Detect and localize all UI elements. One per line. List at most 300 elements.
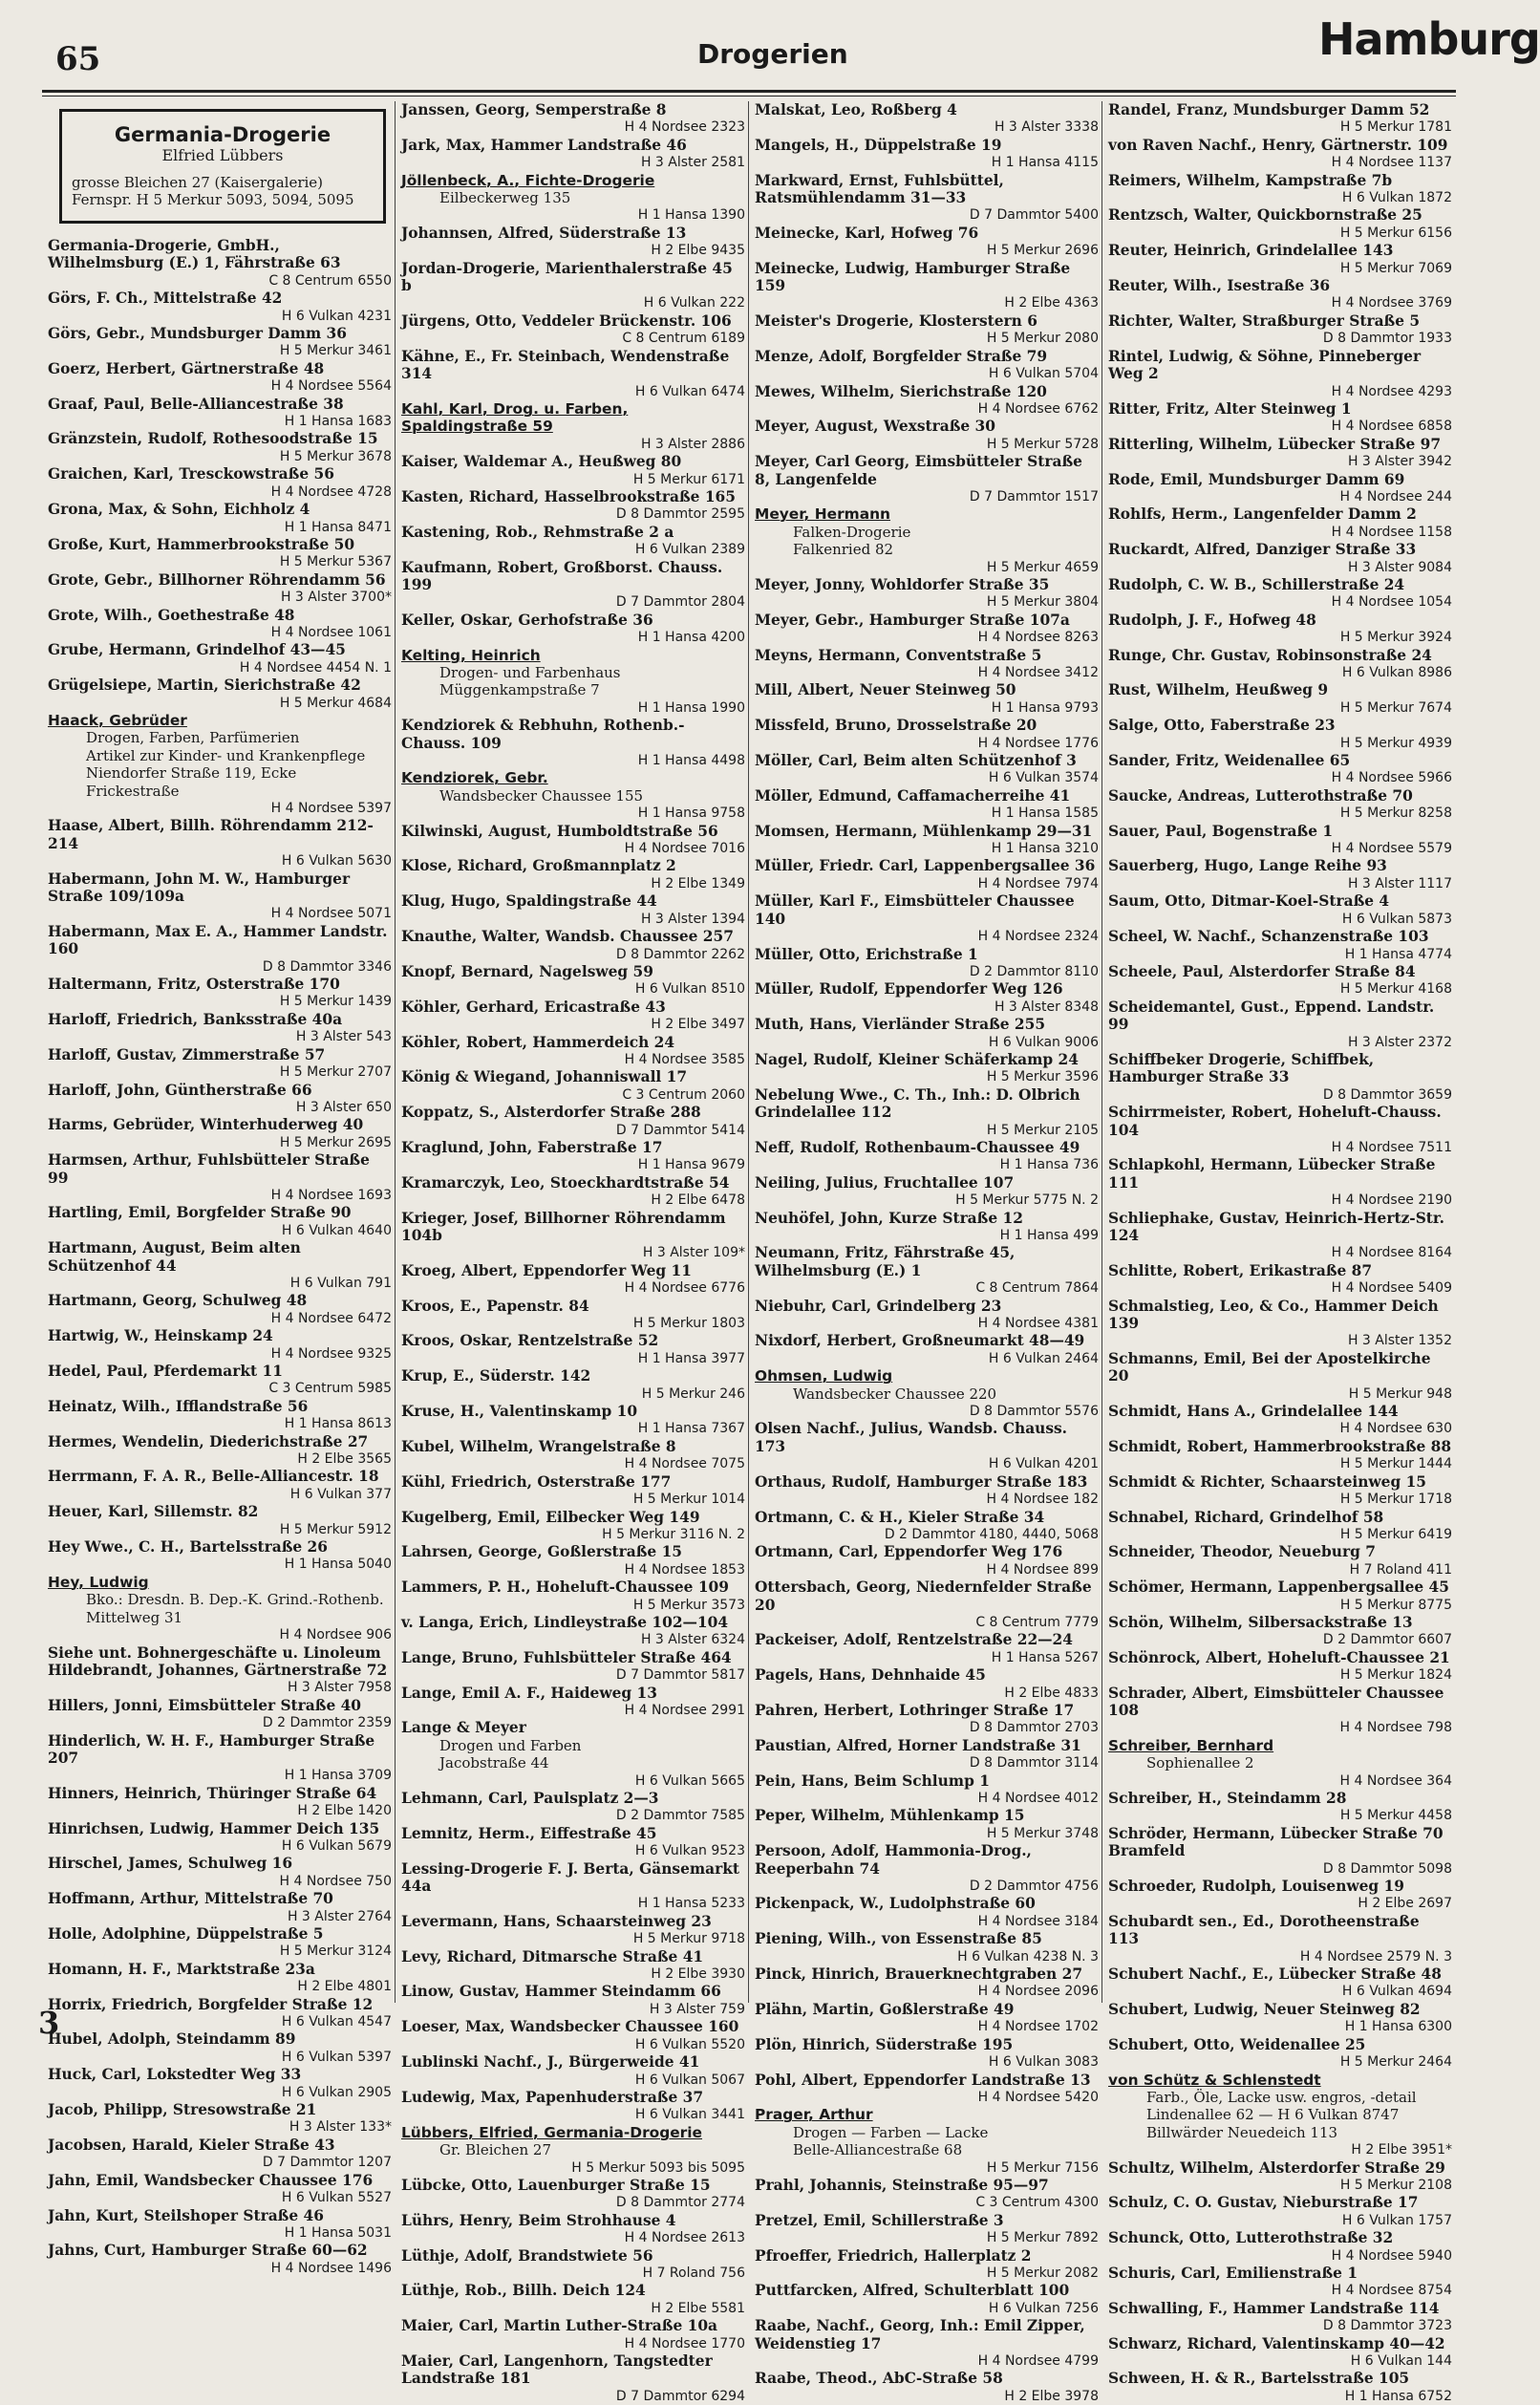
entry-phone: D 2 Dammtor 2359	[262, 1715, 392, 1731]
directory-entry	[46, 1820, 392, 1856]
entry-phone: H 4 Nordsee 906	[279, 1627, 392, 1643]
entry-phone: H 4 Nordsee 2323	[624, 119, 745, 136]
entry-phone: H 3 Alster 2886	[640, 436, 745, 452]
entry-phone: D 2 Dammtor 6607	[1322, 1632, 1452, 1648]
entry-phone: H 3 Alster 109*	[642, 1245, 745, 1261]
entry-name: Horrix, Friedrich, Borgfelder Straße 12	[48, 1995, 374, 2013]
entry-name: Heuer, Karl, Sillemstr. 82	[48, 1503, 259, 1521]
entry-name: Jark, Max, Hammer Landstraße 46	[401, 136, 687, 154]
entry-phone: H 1 Hansa 1585	[991, 805, 1099, 822]
directory-entry	[753, 312, 1099, 348]
entry-name: Lehmann, Carl, Paulsplatz 2—3	[401, 1790, 659, 1807]
entry-phone: H 4 Nordsee 5940	[1331, 2247, 1452, 2264]
entry-phone: H 4 Nordsee 2579 N. 3	[1299, 1948, 1452, 1965]
directory-entry	[46, 1785, 392, 1820]
entry-phone: H 5 Merkur 4939	[1339, 735, 1452, 751]
entry-name: Schröder, Hermann, Lübecker Straße 70 Bramfeld	[1108, 1824, 1444, 1860]
entry-name: Paustian, Alfred, Horner Landstraße 31	[755, 1736, 1081, 1754]
directory-entry	[399, 928, 745, 963]
entry-phone: H 6 Vulkan 1757	[1341, 2212, 1452, 2228]
entry-name: Möller, Carl, Beim alten Schützenhof 3	[755, 752, 1077, 770]
entry-name: Schlitte, Robert, Erikastraße 87	[1108, 1261, 1373, 1279]
entry-phone: D 8 Dammtor 5098	[1322, 1860, 1452, 1877]
directory-entry	[1106, 1210, 1452, 1262]
entry-phone: H 5 Merkur 3596	[986, 1069, 1099, 1085]
entry-phone: H 6 Vulkan 222	[643, 295, 745, 311]
entry-name: Pahren, Herbert, Lothringer Straße 17	[755, 1701, 1075, 1719]
directory-entry	[399, 1948, 745, 1984]
directory-entry	[399, 348, 745, 400]
entry-name: Ottersbach, Georg, Niedernfelder Straße 20	[755, 1578, 1092, 1614]
entry-detail: Falkenried 82	[793, 541, 894, 559]
entry-phone: H 2 Elbe 4833	[1004, 1685, 1099, 1701]
entry-name: Jahns, Curt, Hamburger Straße 60—62	[48, 2242, 368, 2260]
entry-name: Köhler, Robert, Hammerdeich 24	[401, 1033, 675, 1051]
entry-name: Hartling, Emil, Borgfelder Straße 90	[48, 1204, 352, 1222]
directory-entry	[399, 1913, 745, 1948]
directory-entry	[753, 137, 1099, 172]
entry-phone: H 6 Vulkan 4201	[988, 1456, 1099, 1472]
directory-entry	[753, 787, 1099, 823]
entry-phone: H 5 Merkur 3461	[279, 343, 392, 359]
directory-entry	[1106, 928, 1452, 963]
entry-detail: Falken-Drogerie	[793, 523, 911, 541]
directory-entry	[399, 2317, 745, 2352]
directory-entry	[399, 1034, 745, 1069]
entry-phone: H 5 Merkur 4684	[279, 695, 392, 711]
entry-detail: Farb., Öle, Lacke usw. engros, -detail	[1146, 2088, 1417, 2106]
directory-entry	[753, 1702, 1099, 1737]
directory-entry	[1106, 312, 1452, 348]
entry-name: Sander, Fritz, Weidenallee 65	[1108, 752, 1351, 770]
directory-entry	[1106, 717, 1452, 752]
entry-phone: H 4 Nordsee 4293	[1331, 383, 1452, 399]
entry-phone: H 1 Hansa 3977	[637, 1350, 745, 1366]
entry-phone: H 1 Hansa 3210	[991, 841, 1099, 857]
entry-phone: H 6 Vulkan 5665	[634, 1772, 745, 1789]
entry-name: Keller, Oskar, Gerhofstraße 36	[401, 611, 653, 629]
entry-phone: H 4 Nordsee 5564	[270, 378, 392, 395]
directory-entry	[1106, 1509, 1452, 1544]
entry-name: Markward, Ernst, Fuhlsbüttel, Ratsmühlendamm 31—33	[755, 171, 1004, 207]
entry-phone: D 2 Dammtor 4756	[969, 1879, 1099, 1895]
entry-phone: H 4 Nordsee 7974	[977, 875, 1099, 891]
directory-entry	[46, 536, 392, 571]
entry-name: Pinck, Hinrich, Brauerknechtgraben 27	[755, 1965, 1083, 1984]
directory-entry	[399, 1614, 745, 1649]
directory-entry	[1106, 541, 1452, 576]
directory-entry	[753, 1086, 1099, 1139]
directory-entry	[399, 1298, 745, 1333]
directory-entry	[753, 2177, 1099, 2212]
directory-entry	[1106, 963, 1452, 999]
entry-name: Niebuhr, Carl, Grindelberg 23	[755, 1297, 1002, 1315]
ad-address: grosse Bleichen 27 (Kaisergalerie)	[72, 174, 324, 191]
directory-entry	[1106, 2159, 1452, 2195]
directory-entry	[46, 1327, 392, 1363]
directory-entry	[399, 1174, 745, 1210]
entry-name: Schliephake, Gustav, Heinrich-Hertz-Str. 124	[1108, 1209, 1444, 1244]
directory-entry	[399, 2247, 745, 2283]
entry-detail: Niendorfer Straße 119, Ecke Frickestraße	[86, 764, 297, 800]
directory-entry	[399, 1403, 745, 1438]
entry-phone: H 2 Elbe 3951*	[1351, 2142, 1452, 2158]
entry-name: Prahl, Johannis, Steinstraße 95—97	[755, 2176, 1049, 2194]
directory-entry	[753, 1244, 1099, 1297]
directory-entry	[1106, 1051, 1452, 1104]
entry-detail: Bko.: Dresdn. B. Dep.-K. Grind.-Rothenb.	[86, 1591, 384, 1609]
entry-phone: D 2 Dammtor 8110	[969, 963, 1099, 979]
directory-entry	[753, 2317, 1099, 2370]
entry-phone: H 1 Hansa 6752	[1344, 2388, 1452, 2404]
directory-entry	[1106, 1403, 1452, 1438]
directory-entry	[1106, 172, 1452, 207]
entry-name: Harms, Gebrüder, Winterhuderweg 40	[48, 1116, 364, 1134]
directory-entry	[1106, 436, 1452, 471]
entry-phone: H 4 Nordsee 7075	[624, 1456, 745, 1472]
entry-phone: H 4 Nordsee 4728	[270, 483, 392, 500]
entry-detail: Wandsbecker Chaussee 220	[793, 1385, 997, 1403]
column-separator	[748, 101, 749, 2003]
directory-entry	[46, 1538, 392, 1574]
entry-phone: H 4 Nordsee 8754	[1331, 2283, 1452, 2299]
entry-name: Homann, H. F., Marktstraße 23a	[48, 1960, 315, 1978]
directory-entry	[753, 172, 1099, 225]
entry-phone: D 2 Dammtor 4180, 4440, 5068	[884, 1526, 1099, 1542]
directory-entry	[1106, 505, 1452, 541]
entry-name: Maier, Carl, Martin Luther-Straße 10a	[401, 2317, 718, 2335]
entry-name: Kähne, E., Fr. Steinbach, Wendenstraße 314	[401, 347, 730, 383]
entry-phone: H 5 Merkur 3116 N. 2	[602, 1526, 745, 1542]
entry-name: Grona, Max, & Sohn, Eichholz 4	[48, 501, 310, 519]
entry-phone: D 7 Dammtor 5817	[615, 1667, 745, 1684]
header-rule-thin	[42, 96, 1456, 97]
entry-name: Müller, Karl F., Eimsbütteler Chaussee 140	[755, 892, 1075, 928]
directory-entry	[399, 2212, 745, 2247]
entry-name: Schubert Nachf., E., Lübecker Straße 48	[1108, 1965, 1442, 1984]
entry-phone: H 1 Hansa 3709	[284, 1768, 392, 1784]
entry-phone: C 8 Centrum 6550	[268, 272, 392, 289]
entry-phone: D 8 Dammtor 2262	[615, 946, 745, 962]
entry-name: Salge, Otto, Faberstraße 23	[1108, 717, 1336, 735]
entry-phone: H 4 Nordsee 182	[986, 1492, 1099, 1508]
entry-phone: H 4 Nordsee 7511	[1331, 1139, 1452, 1155]
entry-phone: H 3 Alster 9084	[1347, 559, 1452, 575]
directory-entry	[753, 1631, 1099, 1666]
entry-phone: H 5 Merkur 2082	[986, 2265, 1099, 2281]
directory-entry	[46, 1398, 392, 1433]
entry-phone: H 1 Hansa 499	[999, 1228, 1099, 1243]
entry-phone: H 1 Hansa 736	[999, 1157, 1099, 1173]
directory-entry	[399, 1104, 745, 1139]
entry-name: Maier, Carl, Langenhorn, Tangstedter Landstraße 181	[401, 2352, 713, 2388]
directory-entry	[46, 1961, 392, 1996]
directory-entry	[753, 1666, 1099, 1702]
directory-entry	[753, 1420, 1099, 1472]
entry-phone: H 4 Nordsee 9325	[270, 1345, 392, 1362]
entry-phone: H 2 Elbe 3497	[651, 1017, 745, 1033]
entry-name: Schönrock, Albert, Hoheluft-Chaussee 21	[1108, 1648, 1450, 1666]
entry-name: Hartwig, W., Heinskamp 24	[48, 1327, 273, 1345]
entry-name: Hinderlich, W. H. F., Hamburger Straße 207	[48, 1731, 375, 1767]
entry-phone: H 1 Hansa 4115	[991, 155, 1099, 171]
entry-name: Reuter, Heinrich, Grindelallee 143	[1108, 242, 1394, 260]
directory-entry	[399, 1719, 745, 1790]
directory-entry	[399, 963, 745, 999]
directory-entry	[1106, 2001, 1452, 2036]
entry-phone: H 5 Merkur 2108	[1339, 2177, 1452, 2193]
directory-entry	[399, 1685, 745, 1720]
entry-phone: H 6 Vulkan 4238 N. 3	[957, 1948, 1099, 1965]
directory-entry	[46, 1292, 392, 1327]
entry-name: Meyer, August, Wexstraße 30	[755, 418, 995, 436]
city-title: Hamburg	[1318, 13, 1540, 65]
directory-entry	[399, 1367, 745, 1403]
directory-entry	[753, 1210, 1099, 1245]
entry-name: Neuhöfel, John, Kurze Straße 12	[755, 1209, 1023, 1227]
entry-phone: H 6 Vulkan 2905	[281, 2084, 392, 2100]
entry-name: Hey Wwe., C. H., Bartelsstraße 26	[48, 1538, 328, 1557]
entry-name: Nebelung Wwe., C. Th., Inh.: D. Olbrich Grindelallee 112	[755, 1085, 1080, 1122]
entry-name: Kendziorek, Gebr.	[401, 769, 548, 787]
directory-entry	[1106, 277, 1452, 312]
directory-entry	[46, 870, 392, 923]
directory-entry	[1106, 681, 1452, 717]
directory-entry	[399, 1438, 745, 1473]
page-number: 65	[55, 40, 101, 78]
entry-name: Kroos, E., Papenstr. 84	[401, 1297, 589, 1315]
entry-name: Schwarz, Richard, Valentinskamp 40—42	[1108, 2334, 1445, 2352]
entry-phone: H 5 Merkur 1439	[279, 994, 392, 1010]
directory-entry	[399, 1262, 745, 1298]
entry-name: Kilwinski, August, Humboldtstraße 56	[401, 822, 718, 840]
directory-entry	[46, 641, 392, 676]
directory-entry	[46, 571, 392, 607]
entry-phone: H 5 Merkur 2695	[279, 1134, 392, 1150]
directory-entry	[1106, 1965, 1452, 2001]
entry-name: Ritter, Fritz, Alter Steinweg 1	[1108, 399, 1352, 418]
entry-name: Müller, Otto, Erichstraße 1	[755, 945, 978, 963]
entry-name: Scheidemantel, Gust., Eppend. Landstr. 99	[1108, 998, 1435, 1034]
directory-entry	[1106, 1790, 1452, 1825]
directory-entry	[399, 260, 745, 312]
entry-name: Meinecke, Ludwig, Hamburger Straße 159	[755, 259, 1071, 295]
directory-entry	[1106, 242, 1452, 277]
entry-name: Ortmann, C. & H., Kieler Straße 34	[755, 1508, 1045, 1526]
entry-phone: H 4 Nordsee 1853	[624, 1561, 745, 1578]
entry-name: Kugelberg, Emil, Eilbecker Weg 149	[401, 1508, 700, 1526]
entry-phone: H 4 Nordsee 6472	[270, 1310, 392, 1326]
entry-phone: H 1 Hansa 9679	[637, 1157, 745, 1173]
entry-name: Lange, Bruno, Fuhlsbütteler Straße 464	[401, 1648, 732, 1666]
entry-name: Rode, Emil, Mundsburger Damm 69	[1108, 470, 1405, 488]
entry-name: Mewes, Wilhelm, Sierichstraße 120	[755, 382, 1047, 400]
entry-phone: D 7 Dammtor 2804	[615, 594, 745, 611]
entry-name: Pickenpack, W., Ludolphstraße 60	[755, 1895, 1036, 1913]
entry-phone: H 3 Alster 759	[649, 2001, 745, 2017]
entry-name: v. Langa, Erich, Lindleystraße 102—104	[401, 1613, 729, 1631]
directory-entry	[399, 2053, 745, 2089]
entry-phone: H 4 Nordsee 2190	[1331, 1192, 1452, 1209]
entry-name: Krieger, Josef, Billhorner Röhrendamm 104b	[401, 1209, 726, 1244]
entry-name: König & Wiegand, Johanniswall 17	[401, 1068, 688, 1086]
entry-name: Hirschel, James, Schulweg 16	[48, 1855, 293, 1873]
directory-entry	[753, 2212, 1099, 2247]
directory-entry	[46, 1503, 392, 1538]
entry-phone: H 3 Alster 1352	[1347, 1333, 1452, 1349]
entry-phone: H 6 Vulkan 5527	[281, 2190, 392, 2206]
directory-entry	[46, 607, 392, 642]
directory-entry	[753, 418, 1099, 453]
entry-name: Hoffmann, Arthur, Mittelstraße 70	[48, 1890, 333, 1908]
entry-phone: D 7 Dammtor 1207	[262, 2155, 392, 2171]
entry-name: Missfeld, Bruno, Drosselstraße 20	[755, 717, 1037, 735]
entry-name: Lübcke, Otto, Lauenburger Straße 15	[401, 2176, 711, 2194]
entry-name: Schneider, Theodor, Neueburg 7	[1108, 1543, 1376, 1561]
directory-entry	[46, 1890, 392, 1925]
entry-phone: H 3 Alster 3700*	[280, 590, 392, 606]
directory-entry	[753, 1737, 1099, 1772]
entry-phone: H 4 Nordsee 5397	[270, 801, 392, 816]
directory-entry	[46, 2137, 392, 2172]
entry-name: Meyer, Hermann	[755, 505, 891, 524]
directory-entry	[753, 1473, 1099, 1509]
directory-entry	[46, 1697, 392, 1732]
entry-phone: C 8 Centrum 7779	[975, 1614, 1099, 1630]
entry-phone: H 4 Nordsee 1137	[1331, 155, 1452, 171]
entry-phone: D 8 Dammtor 3346	[262, 958, 392, 975]
directory-entry	[399, 1473, 745, 1509]
entry-phone: H 3 Alster 7958	[287, 1680, 392, 1696]
directory-entry	[1106, 471, 1452, 506]
entry-detail: Lindenallee 62 — H 6 Vulkan 8747	[1146, 2106, 1400, 2124]
entry-name: Hillers, Jonni, Eimsbütteler Straße 40	[48, 1696, 362, 1714]
entry-name: Olsen Nachf., Julius, Wandsb. Chauss. 173	[755, 1420, 1068, 1455]
entry-name: Schwalling, F., Hammer Landstraße 114	[1108, 2299, 1440, 2317]
entry-phone: H 5 Merkur 7892	[986, 2230, 1099, 2246]
directory-entry	[1106, 2370, 1452, 2405]
entry-name: Puttfarcken, Alfred, Schulterblatt 100	[755, 2282, 1070, 2300]
directory-entry	[399, 101, 745, 137]
entry-phone: H 6 Vulkan 9523	[634, 1843, 745, 1859]
column-1	[46, 101, 392, 2276]
ad-owner: Elfried Lübbers	[161, 146, 284, 164]
directory-entry	[399, 225, 745, 260]
entry-phone: H 6 Vulkan 1872	[1341, 190, 1452, 206]
entry-name: Hinners, Heinrich, Thüringer Straße 64	[48, 1784, 377, 1802]
entry-phone: H 2 Elbe 1349	[651, 875, 745, 891]
entry-phone: H 5 Merkur 1718	[1339, 1492, 1452, 1508]
entry-phone: H 2 Elbe 1420	[297, 1803, 392, 1819]
entry-phone: H 4 Nordsee 750	[279, 1873, 392, 1889]
entry-name: Reuter, Wilh., Isestraße 36	[1108, 277, 1331, 295]
entry-phone: D 7 Dammtor 5400	[969, 207, 1099, 224]
directory-entry	[753, 505, 1099, 576]
directory-entry	[1106, 1156, 1452, 1209]
directory-entry	[46, 1363, 392, 1398]
entry-phone: H 6 Vulkan 8510	[634, 981, 745, 998]
entry-detail: Eilbeckerweg 135	[439, 189, 571, 207]
directory-entry	[46, 1116, 392, 1151]
directory-entry	[1106, 647, 1452, 682]
entry-name: Kroos, Oskar, Rentzelstraße 52	[401, 1332, 659, 1350]
entry-name: Peper, Wilhelm, Mühlenkamp 15	[755, 1807, 1025, 1825]
entry-name: Müller, Rudolf, Eppendorfer Weg 126	[755, 980, 1063, 999]
directory-entry	[753, 383, 1099, 419]
entry-name: Lemnitz, Herm., Eiffestraße 45	[401, 1824, 657, 1842]
directory-entry	[399, 1332, 745, 1367]
entry-name: Schön, Wilhelm, Silbersackstraße 13	[1108, 1613, 1413, 1631]
directory-entry	[753, 892, 1099, 945]
directory-entry	[1106, 1438, 1452, 1473]
entry-phone: H 5 Merkur 7156	[986, 2159, 1099, 2176]
entry-phone: H 6 Vulkan 4231	[281, 308, 392, 324]
entry-name: Köhler, Gerhard, Ericastraße 43	[401, 998, 666, 1016]
entry-name: Schömer, Hermann, Lappenbergsallee 45	[1108, 1578, 1449, 1597]
entry-phone: H 5 Merkur 2105	[986, 1122, 1099, 1138]
entry-name: Rust, Wilhelm, Heußweg 9	[1108, 681, 1329, 699]
entry-detail: Billwärder Neuedeich 113	[1146, 2123, 1338, 2141]
entry-name: Lührs, Henry, Beim Strohhause 4	[401, 2211, 676, 2229]
entry-name: Kubel, Wilhelm, Wrangelstraße 8	[401, 1437, 676, 1455]
entry-phone: H 6 Vulkan 377	[289, 1486, 392, 1502]
entry-phone: H 6 Vulkan 3574	[988, 770, 1099, 786]
directory-entry	[46, 430, 392, 465]
entry-detail: Drogen, Farben, Parfümerien	[86, 729, 300, 747]
entry-phone: H 4 Nordsee 1061	[270, 624, 392, 640]
entry-phone: H 2 Elbe 4801	[297, 1979, 392, 1995]
directory-entry	[1106, 206, 1452, 242]
directory-entry	[1106, 2194, 1452, 2229]
entry-phone: H 4 Nordsee 5409	[1331, 1280, 1452, 1297]
entry-phone: H 5 Merkur 246	[641, 1385, 745, 1402]
entry-phone: H 4 Nordsee 4799	[977, 2353, 1099, 2369]
column-3	[753, 101, 1099, 2404]
entry-phone: H 6 Vulkan 2464	[988, 1350, 1099, 1366]
entry-name: Rohlfs, Herm., Langenfelder Damm 2	[1108, 505, 1417, 524]
directory-entry	[46, 1925, 392, 1961]
entry-detail: Jacobstraße 44	[439, 1754, 549, 1772]
directory-entry	[399, 453, 745, 488]
entry-name: Meyer, Carl Georg, Eimsbütteler Straße 8, Langenfelde	[755, 453, 1082, 488]
entry-phone: H 4 Nordsee 1776	[977, 735, 1099, 751]
entry-phone: H 3 Alster 133*	[289, 2119, 392, 2136]
directory-entry	[1106, 1913, 1452, 1965]
column-2	[399, 101, 745, 2404]
entry-phone: H 4 Nordsee 630	[1339, 1421, 1452, 1437]
entry-detail: Belle-Alliancestraße 68	[793, 2141, 963, 2159]
footer-mark: 3	[38, 2005, 60, 2041]
entry-phone: H 6 Vulkan 8986	[1341, 665, 1452, 680]
entry-name: Habermann, John M. W., Hamburger Straße 109/109a	[48, 870, 351, 906]
entry-name: Lessing-Drogerie F. J. Berta, Gänsemarkt 44a	[401, 1859, 740, 1896]
entry-name: Möller, Edmund, Caffamacherreihe 41	[755, 786, 1071, 805]
entry-name: Herrmann, F. A. R., Belle-Alliancestr. 18	[48, 1468, 379, 1486]
entry-name: Schween, H. & R., Bartelsstraße 105	[1108, 2370, 1410, 2388]
directory-entry	[46, 1574, 392, 1644]
directory-entry	[753, 2247, 1099, 2283]
directory-entry	[399, 1509, 745, 1544]
directory-entry	[753, 946, 1099, 981]
entry-phone: H 5 Merkur 3124	[279, 1943, 392, 1960]
entry-name: Ruckardt, Alfred, Danziger Straße 33	[1108, 541, 1417, 559]
entry-name: Plähn, Martin, Goßlerstraße 49	[755, 2000, 1015, 2018]
entry-phone: H 4 Nordsee 1702	[977, 2019, 1099, 2035]
directory-entry	[399, 2352, 745, 2405]
entry-name: Levermann, Hans, Schaarsteinweg 23	[401, 1912, 712, 1930]
entry-phone: C 8 Centrum 7864	[975, 1280, 1099, 1297]
entry-name: Kraglund, John, Faberstraße 17	[401, 1138, 663, 1156]
